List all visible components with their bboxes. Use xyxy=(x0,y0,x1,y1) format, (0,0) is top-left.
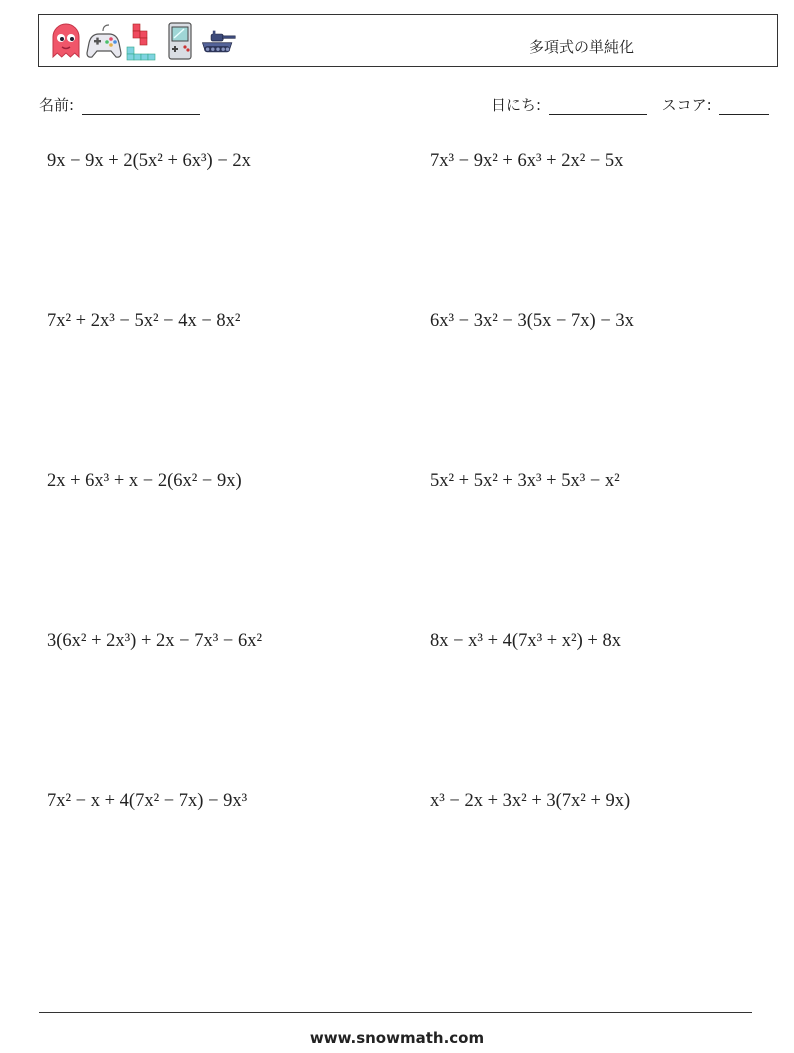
problem-10: x³ − 2x + 3x² + 3(7x² + 9x) xyxy=(430,791,631,811)
name-label: 名前: xyxy=(39,96,75,114)
date-label: 日にち: xyxy=(491,96,542,114)
name-field xyxy=(39,94,200,115)
problem-7: 3(6x² + 2x³) + 2x − 7x³ − 6x² xyxy=(47,631,262,651)
score-label: スコア: xyxy=(661,96,712,114)
score-blank[interactable] xyxy=(719,98,769,115)
tank-icon xyxy=(199,21,237,61)
header-icons xyxy=(47,19,237,63)
problem-2: 7x³ − 9x² + 6x³ + 2x² − 5x xyxy=(430,151,624,171)
ghost-icon xyxy=(47,21,85,61)
name-blank[interactable] xyxy=(82,98,200,115)
problem-4: 6x³ − 3x² − 3(5x − 7x) − 3x xyxy=(430,311,634,331)
footer-url[interactable]: www.snowmath.com xyxy=(309,1029,485,1047)
handheld-console-icon xyxy=(161,21,199,61)
problem-9: 7x² − x + 4(7x² − 7x) − 9x³ xyxy=(47,791,248,811)
problem-3: 7x² + 2x³ − 5x² − 4x − 8x² xyxy=(47,311,241,331)
problem-1: 9x − 9x + 2(5x² + 6x³) − 2x xyxy=(47,151,251,171)
tetris-blocks-icon xyxy=(123,21,161,61)
worksheet-title: 多項式の単純化 xyxy=(529,38,635,56)
problem-5: 2x + 6x³ + x − 2(6x² − 9x) xyxy=(47,471,242,491)
gamepad-icon xyxy=(85,21,123,61)
date-score-fields xyxy=(491,94,769,115)
worksheet-header xyxy=(38,14,778,67)
problem-6: 5x² + 5x² + 3x³ + 5x³ − x² xyxy=(430,471,620,491)
date-blank[interactable] xyxy=(549,98,647,115)
footer-divider xyxy=(39,1012,752,1013)
problem-8: 8x − x³ + 4(7x³ + x²) + 8x xyxy=(430,631,621,651)
